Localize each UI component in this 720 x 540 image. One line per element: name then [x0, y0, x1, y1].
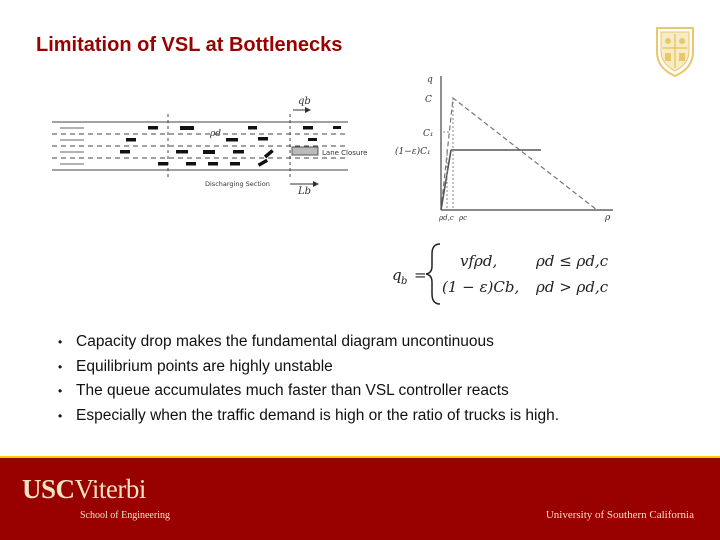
eq-case1-cond: ρd ≤ ρd,c — [536, 252, 609, 270]
bullet-text: Especially when the traffic demand is high or the ratio of trucks is high. — [76, 406, 560, 424]
lb-label: Lb — [298, 186, 312, 197]
bullet-item — [58, 355, 559, 380]
piecewise-equation — [390, 238, 620, 308]
bullet-dot-icon: • — [58, 408, 63, 423]
eps-c1-label: (1−ε)C₁ — [395, 147, 431, 157]
bullet-list — [58, 330, 559, 428]
lane-closure-label: Lane Closure — [322, 149, 368, 157]
eq-case2-expr: (1 − ε)Cb, — [442, 278, 520, 296]
bullet-text: Capacity drop makes the fundamental diagram uncontinuous — [76, 333, 494, 350]
bullet-text: Equilibrium points are highly unstable — [76, 357, 333, 375]
qb-label: qb — [298, 96, 311, 107]
q-axis-label: q — [427, 75, 433, 85]
slide-title: Limitation of VSL at Bottlenecks — [36, 34, 343, 56]
bullet-item — [58, 404, 559, 429]
bullet-item — [58, 330, 559, 355]
eq-equals: = — [414, 266, 427, 284]
bullet-text: The queue accumulates much faster than VSL controller reacts — [76, 382, 509, 399]
rho-axis-label: ρ — [605, 213, 611, 223]
bullet-dot-icon: • — [58, 359, 63, 374]
bullet-dot-icon: • — [58, 335, 63, 349]
rho-c-label: ρc — [459, 214, 468, 222]
usc-seal-icon — [651, 22, 699, 78]
discharging-label: Discharging Section — [205, 180, 270, 188]
school-of-engineering-label: School of Engineering — [80, 510, 170, 521]
fundamental-diagram — [395, 68, 620, 228]
c-label: C — [425, 95, 432, 105]
eq-case2-cond: ρd > ρd,c — [536, 278, 609, 296]
usc-viterbi-logo: USCViterbi — [22, 474, 146, 504]
lane-closure-figure — [48, 92, 378, 202]
eq-lhs: q — [392, 266, 402, 284]
university-label: University of Southern California — [545, 509, 694, 521]
eq-lhs-sub: b — [401, 276, 408, 287]
bullet-item — [58, 379, 559, 404]
bullet-dot-icon: • — [58, 384, 63, 398]
rho-d-label: ρd — [210, 129, 222, 139]
eq-case1-expr: vfρd, — [460, 252, 498, 270]
c1-label: C₁ — [423, 129, 434, 139]
rho-dc-label: ρd,c — [439, 214, 454, 222]
